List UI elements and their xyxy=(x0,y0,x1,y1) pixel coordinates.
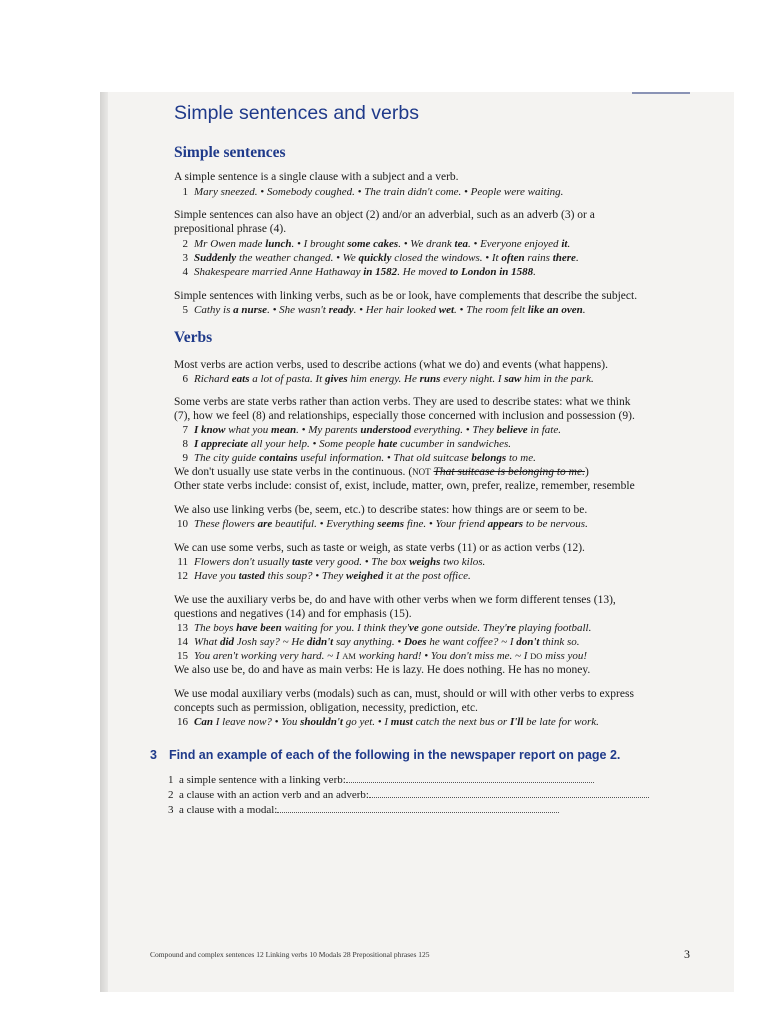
task-item-1: 1 a simple sentence with a linking verb: xyxy=(168,773,594,786)
example-16: 16 Can I leave now? • You shouldn't go yet. • I must catch the next bus or I'll be late for work. xyxy=(177,716,599,728)
task-heading: 3 Find an example of each of the following in the newspaper report on page 2. xyxy=(150,748,621,762)
example-2: 2 Mr Owen made lunch. • I brought some cakes. • We drank tea. • Everyone enjoyed it. xyxy=(182,238,571,250)
verbs-para-7b: questions and negatives (14) and for emphasis (15). xyxy=(174,608,412,620)
verbs-para-5: We also use linking verbs (be, seem, etc.) to describe states: how things are or seem to be. xyxy=(174,504,588,516)
task-item-3: 3 a clause with a modal: xyxy=(168,803,559,816)
example-14: 14 What did Josh say? ~ He didn't say anything. • Does he want coffee? ~ I don't think so. xyxy=(177,636,580,648)
example-12: 12 Have you tasted this soup? • They weighed it at the post office. xyxy=(177,570,471,582)
simple-intro: A simple sentence is a single clause with a subject and a verb. xyxy=(174,171,459,183)
book-page xyxy=(108,92,734,992)
example-15: 15 You aren't working very hard. ~ I AM working hard! • You don't miss me. ~ I DO miss you! xyxy=(177,650,588,662)
verbs-para-2a: Some verbs are state verbs rather than action verbs. They are used to describe states: what we think xyxy=(174,396,631,408)
verbs-para-9a: We use modal auxiliary verbs (modals) such as can, must, should or will with other verbs to express xyxy=(174,688,634,700)
example-9: 9 The city guide contains useful information. • That old suitcase belongs to me. xyxy=(182,452,536,464)
verbs-para-8: We also use be, do and have as main verbs: He is lazy. He does nothing. He has no money. xyxy=(174,664,591,676)
simple-para-2b: prepositional phrase (4). xyxy=(174,223,287,235)
verbs-para-2b: (7), how we feel (8) and relationships, especially those concerned with inclusion and possession (9). xyxy=(174,410,635,422)
example-13: 13 The boys have been waiting for you. I think they've gone outside. They're playing football. xyxy=(177,622,592,634)
example-5: 5 Cathy is a nurse. • She wasn't ready. • Her hair looked wet. • The room felt like an oven. xyxy=(182,304,586,316)
top-mark xyxy=(632,92,690,94)
verbs-para-9b: concepts such as permission, obligation, necessity, prediction, etc. xyxy=(174,702,478,714)
example-11: 11 Flowers don't usually taste very good. • The box weighs two kilos. xyxy=(177,556,486,568)
page-number: 3 xyxy=(684,947,690,961)
simple-para-3: Simple sentences with linking verbs, such as be or look, have complements that describe the subject. xyxy=(174,290,638,302)
heading-verbs: Verbs xyxy=(174,329,213,346)
page-title: Simple sentences and verbs xyxy=(174,102,419,124)
verbs-para-3: We don't usually use state verbs in the continuous. (NOT That suitcase is belonging to me.) xyxy=(174,466,589,478)
example-10: 10 These flowers are beautiful. • Everything seems fine. • Your friend appears to be nervous. xyxy=(177,518,588,530)
simple-para-2a: Simple sentences can also have an object (2) and/or an adverbial, such as an adverb (3) or a xyxy=(174,209,595,221)
example-7: 7 I know what you mean. • My parents understood everything. • They believe in fate. xyxy=(182,424,561,436)
example-8: 8 I appreciate all your help. • Some people hate cucumber in sandwiches. xyxy=(182,438,512,450)
example-3: 3 Suddenly the weather changed. • We quickly closed the windows. • It often rains there. xyxy=(182,252,579,264)
heading-simple-sentences: Simple sentences xyxy=(174,144,286,161)
verbs-para-7a: We use the auxiliary verbs be, do and have with other verbs when we form different tenses (13), xyxy=(174,594,616,606)
task-item-2: 2 a clause with an action verb and an adverb: xyxy=(168,788,649,801)
example-1: 1 Mary sneezed. • Somebody coughed. • The train didn't come. • People were waiting. xyxy=(182,186,564,198)
example-4: 4 Shakespeare married Anne Hathaway in 1582. He moved to London in 1588. xyxy=(182,266,536,278)
verbs-para-1: Most verbs are action verbs, used to describe actions (what we do) and events (what happens). xyxy=(174,359,608,371)
example-6: 6 Richard eats a lot of pasta. It gives him energy. He runs every night. I saw him in the park. xyxy=(182,373,594,385)
verbs-para-4: Other state verbs include: consist of, exist, include, matter, own, prefer, realize, remember, resemble xyxy=(174,480,635,492)
footer-cross-references: Compound and complex sentences 12 Linking verbs 10 Modals 28 Prepositional phrases 125 xyxy=(150,950,430,959)
verbs-para-6: We can use some verbs, such as taste or weigh, as state verbs (11) or as action verbs (12). xyxy=(174,542,585,554)
